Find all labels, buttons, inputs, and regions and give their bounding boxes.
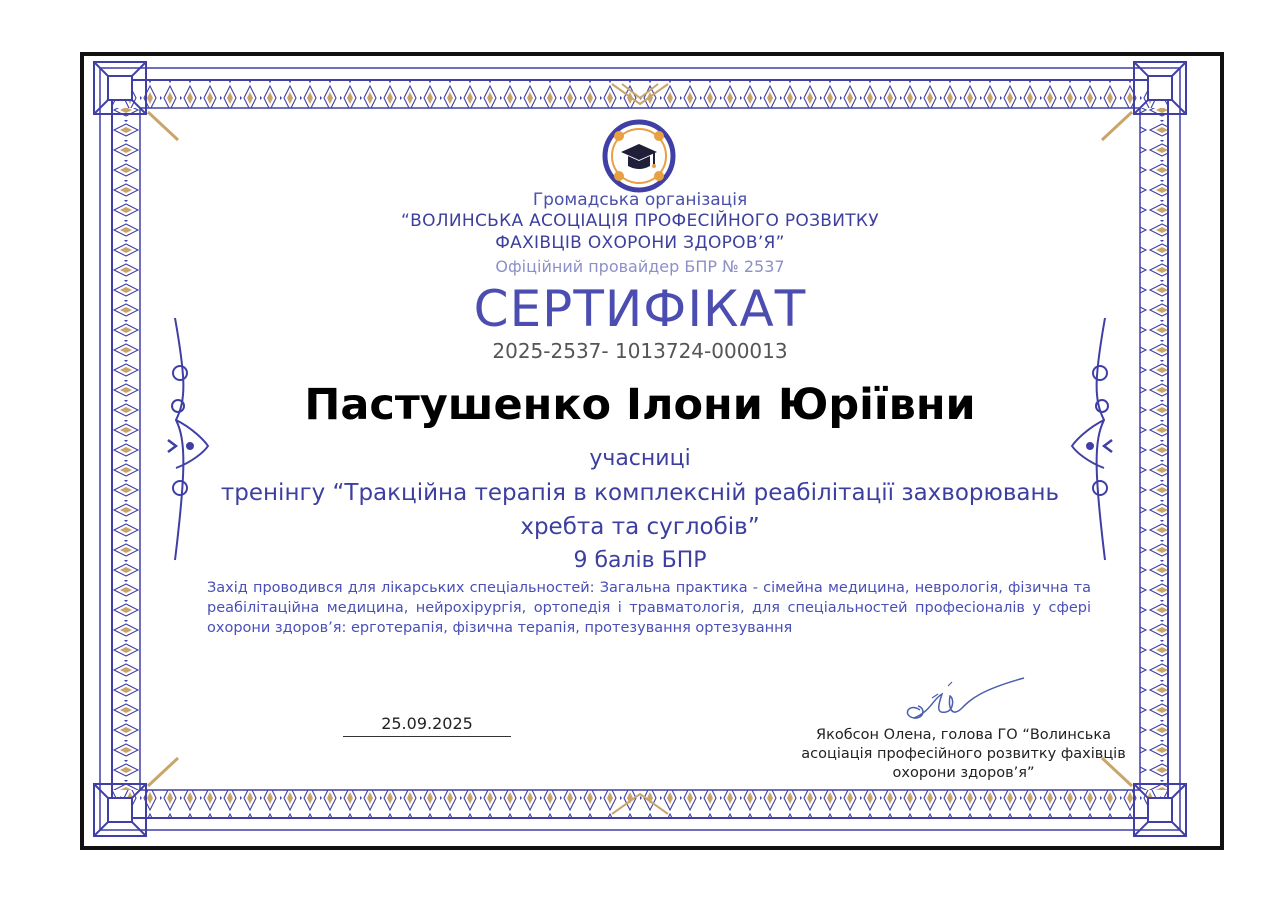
- certificate-title: СЕРТИФІКАТ: [473, 280, 807, 338]
- date-underline: [343, 736, 511, 737]
- association-name-line-2: ФАХІВЦІВ ОХОРОНИ ЗДОРОВ’Я”: [495, 233, 785, 253]
- participant-role: учасниці: [589, 446, 691, 471]
- graduation-cap-logo-icon: [602, 119, 676, 193]
- signer-line-2: асоціація професійного розвитку фахівців: [801, 746, 1126, 762]
- provider-line: Офіційний провайдер БПР № 2537: [495, 257, 785, 276]
- signer-block: [786, 726, 1141, 783]
- training-title-line-1: тренінгу “Тракційна терапія в комплексній реабілітації захворювань: [220, 480, 1060, 506]
- event-description: Захід проводився для лікарських спеціальностей: Загальна практика - сімейна медицина, неврологія, фізична та реабілітаційна медицина, нейрохірургія, ортопедія і травматологія, для спеціальностей професіоналів у сфері охорони здоров’я: ерготерапія, фізична терапія, протезування ортезування: [207, 580, 1091, 636]
- signature-icon: [890, 672, 1040, 732]
- signer-line-3: охорони здоров’я”: [892, 765, 1035, 781]
- cpd-points: 9 балів БПР: [573, 548, 707, 573]
- association-name-line-1: “ВОЛИНСЬКА АСОЦІАЦІЯ ПРОФЕСІЙНОГО РОЗВИТКУ: [401, 211, 879, 231]
- signer-line-1: Якобсон Олена, голова ГО “Волинська: [816, 727, 1111, 743]
- issue-date: 25.09.2025: [381, 714, 473, 733]
- organization-type: Громадська організація: [532, 190, 748, 210]
- training-title-line-2: хребта та суглобів”: [520, 514, 760, 540]
- certificate-number: 2025-2537- 1013724-000013: [492, 339, 788, 363]
- recipient-name: Пастушенко Ілони Юріївни: [304, 380, 976, 430]
